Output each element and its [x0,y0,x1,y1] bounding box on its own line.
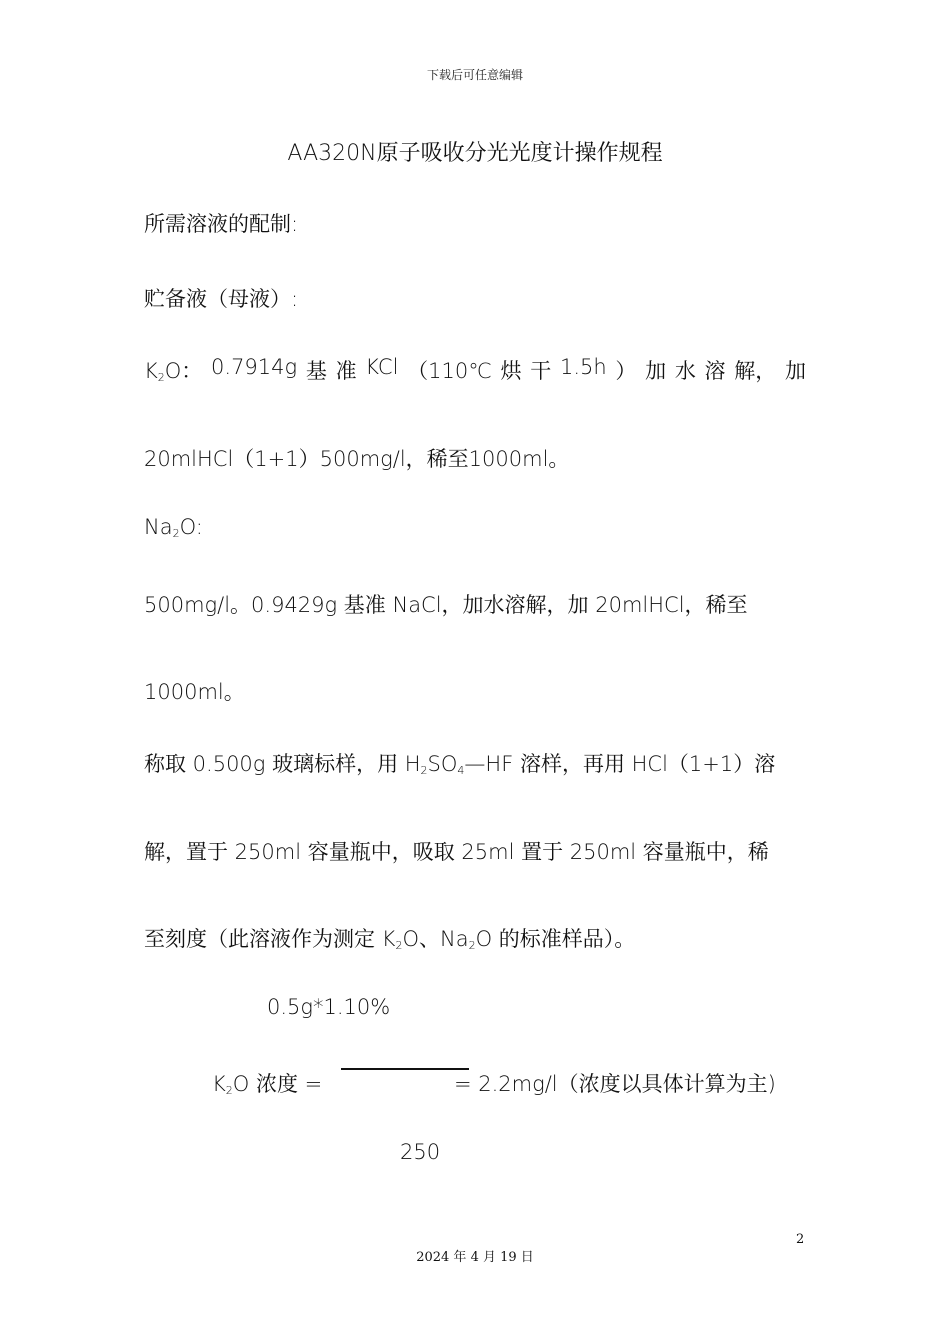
footer-date: 2024 年 4 月 19 日 [416,1250,534,1265]
k2o-line-word: 准 [335,359,357,383]
k2o-line-word: 0.7914g [211,355,298,379]
k2o-formula-subscript: 2 [157,371,165,384]
k2o-line-word: 溶 [704,359,726,383]
k2o-formula-rest: O： [164,359,203,383]
document-title: AA320N原子吸收分光光度计操作规程 [287,141,663,166]
k2o-line-word: 1.5h [559,355,607,379]
na2o-heading-na: Na [144,515,173,539]
page-number: 2 [796,1232,805,1247]
k2o-formula [144,355,202,385]
na2o-heading-rest: O: [179,515,203,539]
k2o-line-word: 解， [734,359,777,383]
sample-line-1-part-b: SO [427,752,458,776]
sample-preparation-line-1 [144,748,775,778]
k2o-preparation-line-1 [144,355,806,385]
na2o-preparation-line-2: 1000ml。 [144,680,245,704]
k2o-line-word: 烘 [500,359,522,383]
na2o-heading-subscript: 2 [172,527,180,540]
sample-line-3-sub-2: 2 [468,939,476,952]
k2o-line-word: KCl [365,355,399,379]
sample-line-3-part-b: O、Na [402,927,469,951]
k2o-line-word: 水 [674,359,696,383]
k2o-line-word: ） [615,359,637,383]
na2o-heading [144,515,203,539]
sample-line-3-part-c: O 的标准样品）。 [475,927,636,951]
k2o-line-word: （110℃ [407,359,492,383]
formula-label [212,1068,322,1098]
sample-preparation-line-3 [144,923,635,953]
fraction-bar [341,1068,469,1070]
section-heading-stock: 贮备液（母液）: [144,287,299,311]
formula-label-rest: O 浓度 = [232,1072,323,1096]
sample-line-1-sub-2: 4 [457,764,465,777]
formula-denominator: 250 [400,1140,441,1164]
k2o-line-word: 加 [645,359,667,383]
sample-line-1-part-a: 称取 0.500g 玻璃标样，用 H [144,752,421,776]
formula-label-subscript: 2 [225,1084,233,1097]
formula-numerator: 0.5g*1.10% [267,995,391,1019]
k2o-line-word: 基 [305,359,327,383]
header-note: 下载后可任意编辑 [426,68,523,82]
k2o-line-word: 加 [784,359,806,383]
na2o-preparation-line-1: 500mg/l。0.9429g 基准 NaCl，加水溶解，加 20mlHCl，稀至 [144,593,748,617]
k2o-formula-k: K [144,359,158,383]
sample-line-3-part-a: 至刻度（此溶液作为测定 K [144,927,396,951]
section-heading-solutions: 所需溶液的配制: [144,212,299,236]
sample-line-3-sub-1: 2 [395,939,403,952]
formula-result: = 2.2mg/l（浓度以具体计算为主) [454,1072,776,1096]
formula-label-k: K [212,1072,226,1096]
sample-preparation-line-2: 解，置于 250ml 容量瓶中，吸取 25ml 置于 250ml 容量瓶中，稀 [144,840,769,864]
k2o-line-word: 干 [530,359,552,383]
k2o-preparation-line-2: 20mlHCl（1+1）500mg/l，稀至1000ml。 [144,447,570,471]
sample-line-1-part-c: —HF 溶样，再用 HCl（1+1）溶 [464,752,776,776]
sample-line-1-sub-1: 2 [420,764,428,777]
